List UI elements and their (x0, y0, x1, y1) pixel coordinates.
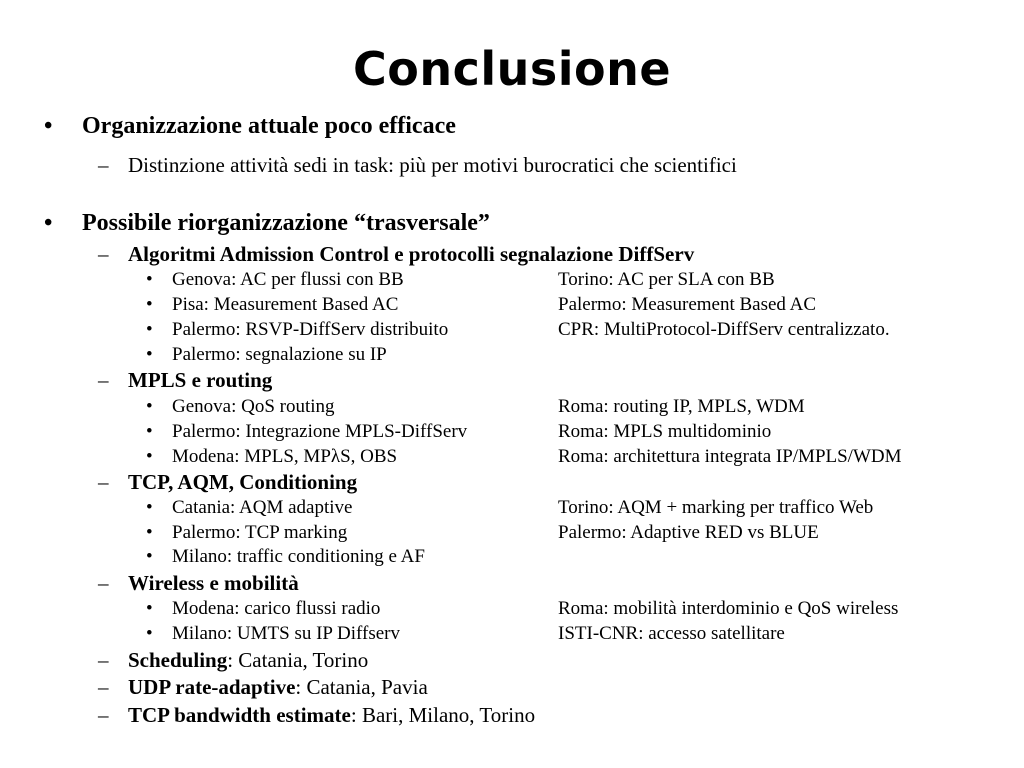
list-item (146, 293, 399, 316)
bullet-organizzazione (44, 112, 456, 140)
tail-bold: UDP rate-adaptive (128, 675, 296, 699)
item-left: Milano: UMTS su IP Diffserv (172, 623, 400, 644)
slide-title: Conclusione (352, 42, 672, 96)
list-item (146, 318, 449, 341)
bullet-marker: • (146, 344, 153, 365)
dash-marker: – (98, 153, 109, 177)
bullet-marker: • (146, 497, 153, 518)
list-item (146, 343, 387, 366)
item-left: Catania: AQM adaptive (172, 497, 353, 518)
sub-tcp-bandwidth (98, 702, 536, 728)
list-item (146, 597, 381, 620)
sub-scheduling (98, 647, 369, 673)
bullet-text: Organizzazione attuale poco efficace (82, 113, 456, 139)
group-title: Algoritmi Admission Control e protocolli segnalazione DiffServ (128, 242, 695, 266)
bullet-marker: • (146, 623, 153, 644)
list-item (146, 545, 425, 568)
item-right: Roma: MPLS multidominio (558, 421, 772, 442)
group-title: MPLS e routing (128, 368, 273, 392)
bullet-marker: • (146, 421, 153, 442)
item-left: Palermo: RSVP-DiffServ distribuito (172, 319, 449, 340)
item-left: Palermo: segnalazione su IP (172, 344, 387, 365)
bullet-marker: • (146, 446, 153, 467)
group-title: Wireless e mobilità (128, 571, 299, 595)
list-item (146, 622, 400, 645)
list-item (146, 496, 353, 519)
dash-marker: – (98, 242, 109, 266)
item-right: Roma: routing IP, MPLS, WDM (558, 396, 805, 417)
bullet-marker: • (146, 319, 153, 340)
group-tcp-aqm (98, 469, 358, 495)
bullet-marker: • (146, 294, 153, 315)
sub-distinzione (98, 152, 737, 178)
item-right: Palermo: Adaptive RED vs BLUE (558, 522, 819, 543)
dash-marker: – (98, 571, 109, 595)
dash-marker: – (98, 703, 109, 727)
bullet-marker: • (44, 113, 53, 139)
item-left: Pisa: Measurement Based AC (172, 294, 399, 315)
group-mpls-routing (98, 367, 273, 393)
item-right: Palermo: Measurement Based AC (558, 294, 817, 315)
bullet-marker: • (146, 522, 153, 543)
bullet-marker: • (44, 210, 53, 236)
sub-udp-rate-adaptive (98, 674, 428, 700)
dash-marker: – (98, 368, 109, 392)
group-title: TCP, AQM, Conditioning (128, 470, 358, 494)
dash-marker: – (98, 648, 109, 672)
item-right: Torino: AC per SLA con BB (558, 269, 775, 290)
sub-text: Distinzione attività sedi in task: più per motivi burocratici che scientifici (128, 153, 737, 177)
item-right: Torino: AQM + marking per traffico Web (558, 497, 874, 518)
bullet-riorganizzazione (44, 209, 490, 237)
bullet-text: Possibile riorganizzazione “trasversale” (82, 210, 490, 236)
tail-rest: : Catania, Pavia (295, 675, 428, 699)
list-item (146, 395, 335, 418)
item-left: Modena: MPLS, MPλS, OBS (172, 446, 398, 467)
item-right: ISTI-CNR: accesso satellitare (558, 623, 785, 644)
item-left: Genova: QoS routing (172, 396, 335, 417)
group-wireless (98, 570, 299, 596)
group-admission-control (98, 241, 695, 267)
item-right: Roma: mobilità interdominio e QoS wireless (558, 598, 899, 619)
bullet-marker: • (146, 269, 153, 290)
list-item (146, 521, 348, 544)
bullet-marker: • (146, 598, 153, 619)
list-item (146, 445, 398, 468)
item-right: Roma: architettura integrata IP/MPLS/WDM (558, 446, 902, 467)
tail-bold: Scheduling (128, 648, 228, 672)
item-left: Palermo: Integrazione MPLS-DiffServ (172, 421, 468, 442)
item-left: Milano: traffic conditioning e AF (172, 546, 425, 567)
bullet-marker: • (146, 396, 153, 417)
list-item (146, 420, 468, 443)
list-item (146, 268, 404, 291)
dash-marker: – (98, 470, 109, 494)
bullet-marker: • (146, 546, 153, 567)
item-right: CPR: MultiProtocol-DiffServ centralizzato. (558, 319, 890, 340)
tail-rest: : Catania, Torino (227, 648, 369, 672)
item-left: Palermo: TCP marking (172, 522, 348, 543)
dash-marker: – (98, 675, 109, 699)
item-left: Modena: carico flussi radio (172, 598, 381, 619)
item-left: Genova: AC per flussi con BB (172, 269, 404, 290)
tail-rest: : Bari, Milano, Torino (350, 703, 536, 727)
tail-bold: TCP bandwidth estimate (128, 703, 351, 727)
